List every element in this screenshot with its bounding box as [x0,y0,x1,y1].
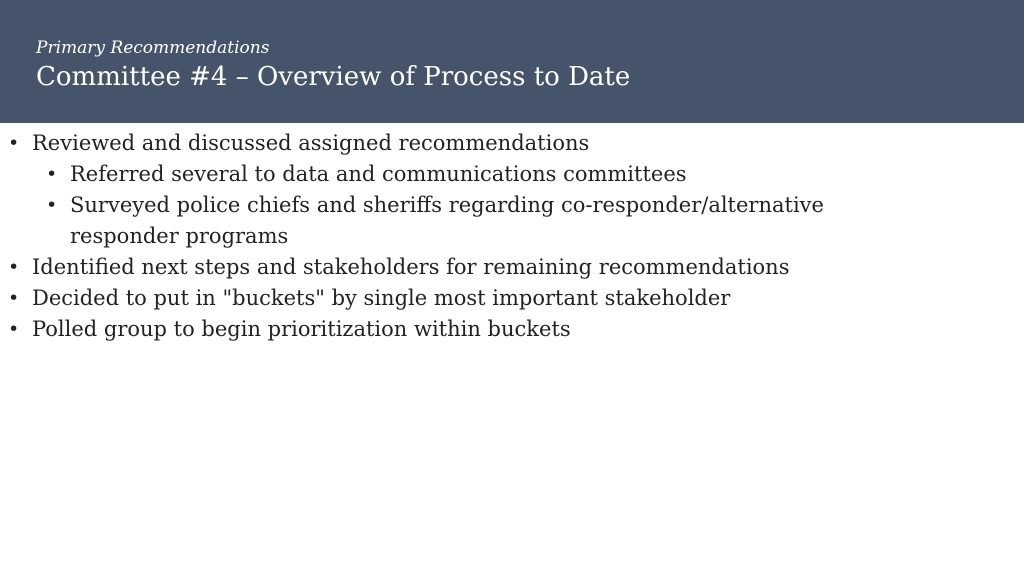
bullet-item [0,128,1024,159]
bullet-text: Reviewed and discussed assigned recommendations [32,131,590,155]
bullet-text: Decided to put in "buckets" by single most important stakeholder [32,286,731,310]
bullet-item [0,252,1024,283]
sub-bullet-text: Surveyed police chiefs and sheriffs regarding co-responder/alternative responder programs [70,193,824,248]
bullet-icon: • [8,256,20,278]
bullet-icon: • [8,287,20,309]
bullet-icon: • [46,163,58,185]
slide-content [0,128,1024,345]
sub-bullet-item [0,159,1024,190]
sub-bullet-text: Referred several to data and communications committees [70,162,687,186]
slide-title: Committee #4 – Overview of Process to Date [36,62,631,92]
slide-header [0,0,1024,123]
bullet-item [0,283,1024,314]
bullet-text: Identified next steps and stakeholders for remaining recommendations [32,255,790,279]
sub-bullet-item [0,190,1024,252]
bullet-icon: • [46,194,58,216]
bullet-icon: • [8,318,20,340]
slide-subtitle: Primary Recommendations [36,38,270,58]
bullet-icon: • [8,132,20,154]
bullet-item [0,314,1024,345]
bullet-text: Polled group to begin prioritization within buckets [32,317,571,341]
